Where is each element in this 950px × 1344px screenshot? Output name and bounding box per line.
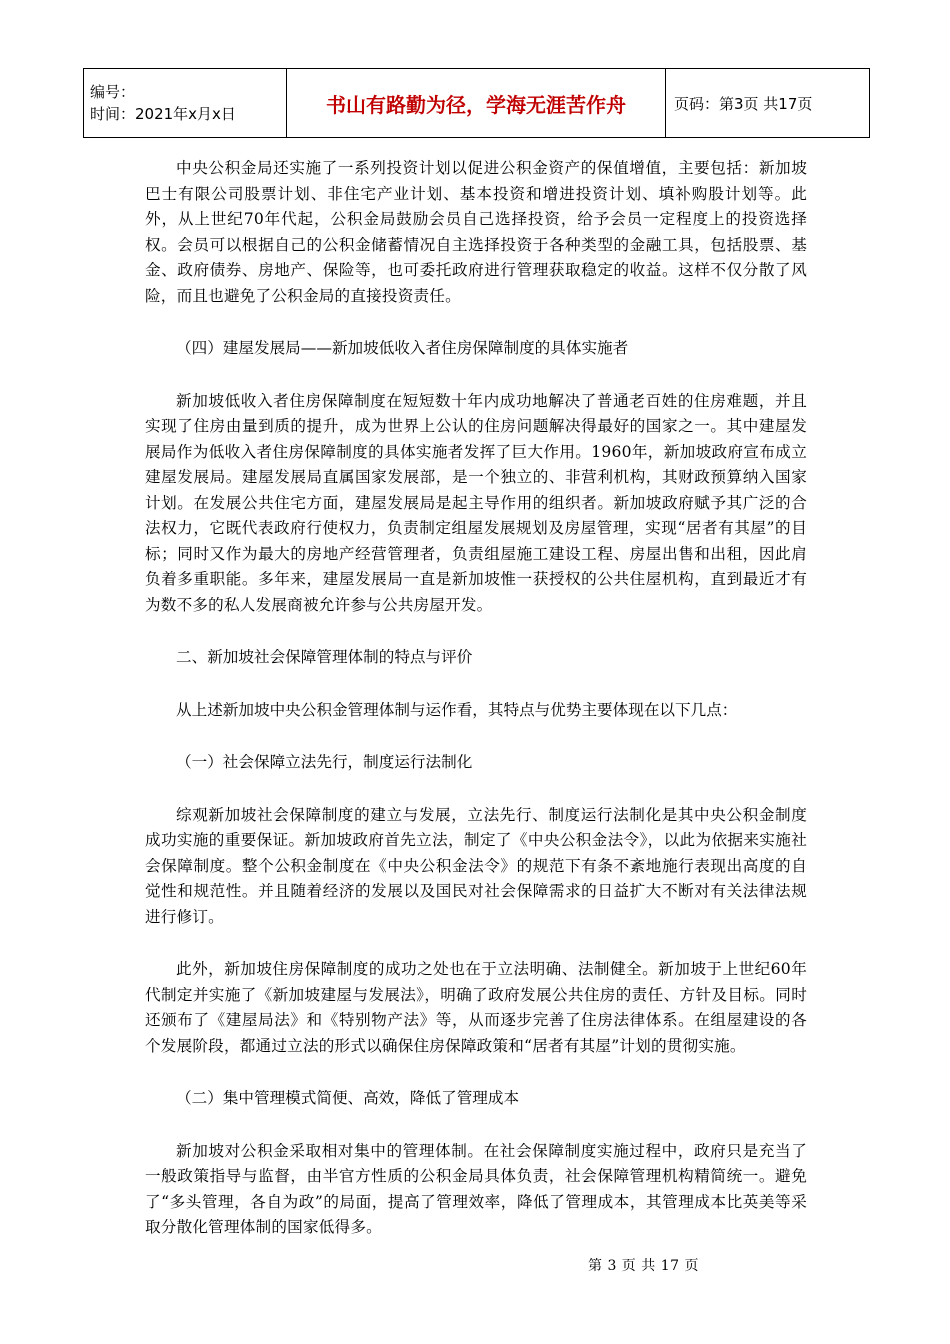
body-paragraph: 新加坡对公积金采取相对集中的管理体制。在社会保障制度实施过程中，政府只是充当了一般政策指导与监督，由半官方性质的公积金局具体负责，社会保障管理机构精简统一。避免了“多头管理，各自为政”的局面，提高了管理效率，降低了管理成本，其管理成本比英美等采取分散化管理体制的国家低得多。 (145, 1141, 807, 1236)
page-footer: 第 3 页 共 17 页 (588, 1258, 699, 1274)
document-body (145, 156, 807, 1268)
section-heading: 从上述新加坡中央公积金管理体制与运作看，其特点与优势主要体现在以下几点： (176, 700, 738, 719)
body-paragraph: 综观新加坡社会保障制度的建立与发展，立法先行、制度运行法制化是其中央公积金制度成功实施的重要保证。新加坡政府首先立法，制定了《中央公积金法令》，以此为依据来实施社会保障制度。整个公积金制度在《中央公积金法令》的规范下有条不紊地施行表现出高度的自觉性和规范性。并且随着经济的发展以及国民对社会保障需求的日益扩大不断对有关法律法规进行修订。 (145, 805, 807, 926)
body-paragraph: 此外，新加坡住房保障制度的成功之处也在于立法明确、法制健全。新加坡于上世纪60年代制定并实施了《新加坡建屋与发展法》，明确了政府发展公共住房的责任、方针及目标。同时还颁布了《建屋局法》和《特别物产法》等，从而逐步完善了住房法律体系。在组屋建设的各个发展阶段，都通过立法的形式以确保住房保障政策和“居者有其屋”计划的贯彻实施。 (145, 960, 807, 1055)
body-paragraph: 中央公积金局还实施了一系列投资计划以促进公积金资产的保值增值，主要包括：新加坡巴士有限公司股票计划、非住宅产业计划、基本投资和增进投资计划、填补购股计划等。此外，从上世纪70年代起，公积金局鼓励会员自己选择投资，给予会员一定程度上的投资选择权。会员可以根据自己的公积金储蓄情况自主选择投资于各种类型的金融工具，包括股票、基金、政府债券、房地产、保险等，也可委托政府进行管理获取稳定的收益。这样不仅分散了风险，而且也避免了公积金局的直接投资责任。 (145, 159, 807, 305)
document-header (83, 68, 870, 138)
section-heading: （二）集中管理模式简便、高效，降低了管理成本 (176, 1089, 520, 1107)
header-meta (84, 69, 287, 138)
section-heading: 二、新加坡社会保障管理体制的特点与评价 (176, 648, 473, 666)
date-label: 时间：2021年x月x日 (90, 105, 236, 123)
header-motto: 书山有路勤为径，学海无涯苦作舟 (287, 69, 666, 138)
section-heading: （一）社会保障立法先行，制度运行法制化 (176, 753, 473, 771)
header-page-info: 页码：第3页 共17页 (666, 69, 870, 138)
section-heading: （四）建屋发展局——新加坡低收入者住房保障制度的具体实施者 (176, 339, 629, 357)
number-label: 编号： (90, 83, 136, 101)
body-paragraph: 新加坡低收入者住房保障制度在短短数十年内成功地解决了普通老百姓的住房难题，并且实现了住房由量到质的提升，成为世界上公认的住房问题解决得最好的国家之一。其中建屋发展局作为低收入者住房保障制度的具体实施者发挥了巨大作用。1960年，新加坡政府宣布成立建屋发展局。建屋发展局直属国家发展部，是一个独立的、非营利机构，其财政预算纳入国家计划。在发展公共住宅方面，建屋发展局是起主导作用的组织者。新加坡政府赋予其广泛的合法权力，它既代表政府行使权力，负责制定组屋发展规划及房屋管理，实现“居者有其屋”的目标；同时又作为最大的房地产经营管理者，负责组屋施工建设工程、房屋出售和出租，因此肩负着多重职能。多年来，建屋发展局一直是新加坡惟一获授权的公共住屋机构，直到最近才有为数不多的私人发展商被允许参与公共房屋开发。 (145, 391, 807, 614)
